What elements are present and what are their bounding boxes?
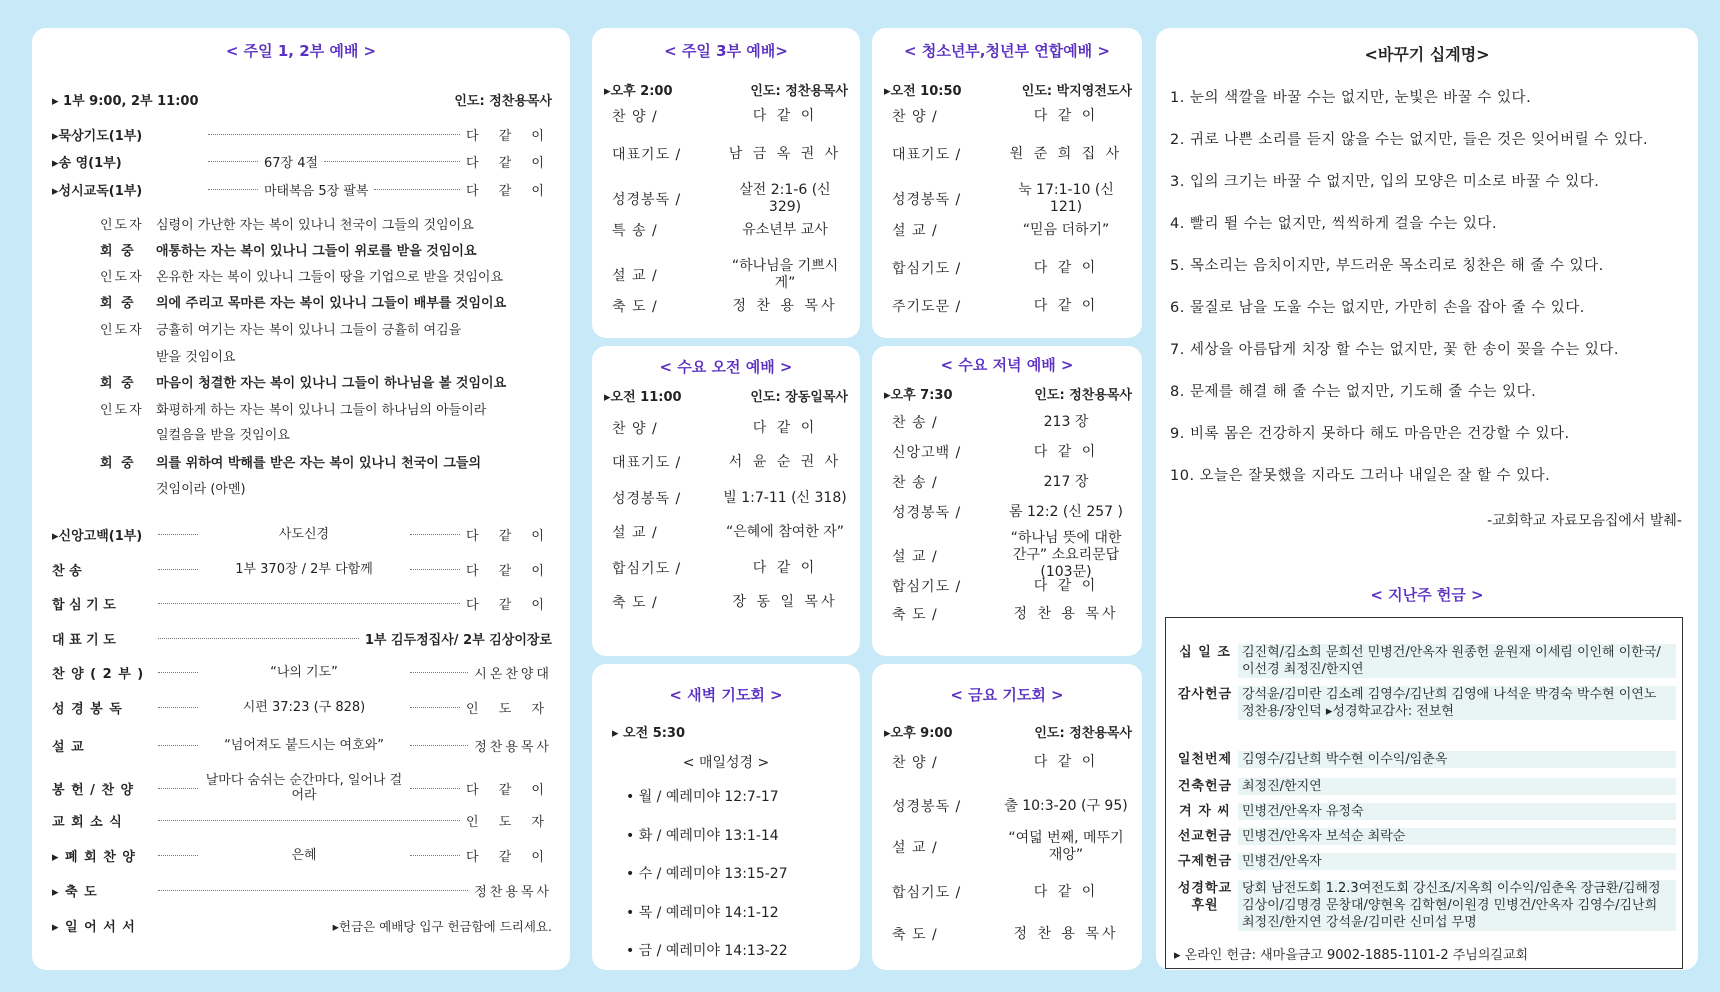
service-item: 축 도 /	[892, 927, 938, 943]
service-item: 특 송 /	[612, 223, 658, 239]
dotted-leader	[158, 855, 198, 856]
dotted-leader	[374, 189, 460, 190]
wed-am-time: ▸오전 11:00	[604, 390, 682, 405]
service-item: 찬 양 /	[892, 755, 938, 771]
wed-am-leader: 인도: 장동일목사	[750, 390, 848, 405]
service-row	[892, 144, 1130, 164]
order-label: 합 심 기 도	[52, 598, 116, 613]
service-item: 찬 송 /	[892, 415, 938, 431]
offering-category: 구제헌금	[1177, 854, 1233, 869]
ten-item: 7. 세상을 아름답게 치장 할 수는 없지만, 꽃 한 송이 꽂을 수는 있다.	[1170, 342, 1620, 358]
wed-am-title: < 수요 오전 예배 >	[659, 358, 793, 376]
order-content: 은혜	[291, 848, 317, 863]
service-value: 다 같 이	[752, 559, 818, 576]
service-row	[612, 452, 848, 472]
dotted-leader	[410, 855, 460, 856]
friday-leader: 인도: 정찬용목사	[1034, 726, 1132, 741]
wed-pm-leader: 인도: 정찬용목사	[1034, 388, 1132, 403]
sunday-12-order-row	[52, 125, 552, 144]
ten-item: 3. 입의 크기는 바꿀 수 없지만, 입의 모양은 미소로 바꿀 수 있다.	[1170, 174, 1600, 190]
service-value: 213 장	[1043, 413, 1089, 430]
sunday-12-title: < 주일 1, 2부 예배 >	[225, 42, 377, 60]
sunday-12-order-row	[52, 736, 552, 755]
dotted-leader	[410, 534, 460, 535]
order-performer: 다 같 이	[466, 529, 552, 544]
sunday-12-leader: 인도: 정찬용목사	[454, 94, 552, 109]
ten-item: 1. 눈의 색깔을 바꿀 수는 없지만, 눈빛은 바꿀 수 있다.	[1170, 90, 1532, 106]
sunday-3-title: < 주일 3부 예배>	[664, 42, 788, 60]
service-value: 남 금 옥 권 사	[728, 145, 842, 162]
service-row	[612, 558, 848, 578]
dawn-reading: • 금 / 예레미야 14:13-22	[626, 943, 788, 959]
friday-panel	[872, 664, 1142, 970]
order-label: ▸ 일 어 서 서	[52, 920, 136, 935]
service-row	[612, 488, 848, 508]
ten-source: -교회학교 자료모음집에서 발췌-	[1487, 513, 1682, 529]
offering-names: 당회 남전도회 1.2.3여전도회 강신조/지옥희 이수익/임춘옥 장금환/김해정 김상이/김명경 문창대/양현옥 김학현/이원경 민병건/안옥자 김영수/김난희 최정진/한지연 강석윤/김미란 신미섭 무명	[1238, 880, 1676, 931]
service-row	[892, 258, 1130, 278]
dawn-panel	[592, 664, 860, 970]
sunday-12-order-row	[52, 152, 552, 171]
offering-row	[1172, 644, 1676, 678]
offering-category: 십 일 조	[1179, 645, 1231, 660]
ten-item: 4. 빨리 뛸 수는 없지만, 씩씩하게 걸을 수는 있다.	[1170, 216, 1498, 232]
dawn-reading: • 목 / 예레미야 14:1-12	[626, 904, 779, 921]
service-item: 성경봉독 /	[892, 505, 962, 521]
order-content: “나의 기도”	[270, 665, 338, 680]
service-row	[892, 530, 1130, 581]
service-row	[612, 182, 848, 216]
sunday-12-order-row	[52, 663, 552, 682]
litany-speaker: 인도자	[100, 270, 144, 285]
dotted-leader	[158, 672, 198, 673]
litany-text: 의에 주리고 목마른 자는 복이 있나니 그들이 배부를 것임이요	[156, 296, 507, 311]
order-performer: 다 같 이	[466, 564, 552, 579]
sunday-3-leader: 인도: 정찬용목사	[750, 84, 848, 99]
litany-line	[100, 452, 481, 471]
litany-speaker: 인도자	[100, 323, 144, 338]
service-value: 살전 2:1-6 (신 329)	[739, 182, 831, 215]
dotted-leader	[410, 745, 468, 746]
litany-text: 긍휼히 여기는 자는 복이 있나니 그들이 긍휼히 여김을	[156, 323, 462, 338]
dotted-leader	[324, 161, 460, 162]
service-value: 정 찬 용 목사	[1013, 925, 1119, 942]
dawn-reading: • 월 / 예레미야 12:7-17	[626, 789, 779, 805]
ten-item: 10. 오늘은 잘못했을 지라도 그러나 내일은 잘 할 수 있다.	[1170, 468, 1551, 484]
dotted-leader	[158, 638, 359, 639]
order-performer: 다 같 이	[466, 156, 552, 171]
service-item: 주기도문 /	[892, 299, 962, 315]
service-item: 성경봉독 /	[892, 799, 962, 815]
service-item: 축 도 /	[892, 607, 938, 623]
wed-pm-panel	[872, 346, 1142, 656]
litany-line	[100, 399, 486, 418]
sunday-12-order-row	[52, 916, 552, 935]
sunday-12-order-row	[52, 180, 552, 199]
service-item: 찬 양 /	[892, 109, 938, 125]
dotted-leader	[158, 707, 198, 708]
litany-speaker: 인도자	[100, 403, 144, 418]
order-content: 사도신경	[278, 527, 330, 542]
offering-row	[1172, 778, 1676, 795]
offering-row	[1172, 880, 1676, 931]
order-content: 67장 4절	[264, 156, 319, 171]
litany-text: 온유한 자는 복이 있나니 그들이 땅을 기업으로 받을 것임이요	[156, 270, 504, 285]
wed-pm-time: ▸오후 7:30	[884, 388, 953, 403]
service-item: 합심기도 /	[612, 561, 682, 577]
sunday-12-order-row	[52, 811, 552, 830]
dawn-reading: • 수 / 예레미야 13:15-27	[626, 866, 788, 882]
service-item: 성경봉독 /	[892, 192, 962, 208]
dotted-leader	[410, 672, 468, 673]
order-performer: 1부 김두정집사/ 2부 김상이장로	[364, 633, 552, 648]
offering-category: 감사헌금	[1177, 687, 1233, 702]
sunday-12-order-row	[52, 773, 552, 803]
dotted-leader	[158, 820, 460, 821]
service-row	[892, 296, 1130, 316]
order-label: ▸신앙고백(1부)	[52, 529, 143, 544]
service-value: 다 같 이	[1033, 107, 1099, 124]
dotted-leader	[158, 603, 460, 604]
service-row	[892, 182, 1130, 216]
service-value: 롬 12:2 (신 257 )	[1009, 503, 1123, 520]
service-row	[612, 106, 848, 126]
youth-title: < 청소년부,청년부 연합예배 >	[904, 42, 1110, 60]
order-label: 성 경 봉 독	[52, 702, 123, 717]
ten-item: 6. 물질로 남을 도울 수는 없지만, 가만히 손을 잡아 줄 수 있다.	[1170, 300, 1585, 316]
offering-row	[1172, 853, 1676, 870]
youth-time-row	[884, 80, 1132, 99]
litany-speaker: 회 중	[100, 376, 136, 391]
service-item: 찬 양 /	[612, 421, 658, 437]
litany-line	[100, 424, 290, 443]
service-value: 장 동 일 목사	[732, 593, 838, 610]
service-value: 다 같 이	[1033, 883, 1099, 900]
service-row	[612, 592, 848, 612]
service-value: “여덟 번째, 메뚜기 재앙”	[1008, 830, 1124, 863]
dotted-leader	[158, 890, 468, 891]
service-row	[612, 220, 848, 240]
order-label: ▸ 폐 회 찬 양	[52, 850, 136, 865]
service-row	[612, 418, 848, 438]
order-label: ▸송 영(1부)	[52, 156, 122, 171]
sunday-12-time-row	[52, 90, 552, 109]
service-item: 합심기도 /	[892, 579, 962, 595]
service-value: 눅 17:1-10 (신 121)	[1018, 182, 1114, 215]
dotted-leader	[158, 745, 198, 746]
offering-title: < 지난주 헌금 >	[1370, 586, 1484, 604]
litany-text: 심령이 가난한 자는 복이 있나니 천국이 그들의 것임이요	[156, 218, 474, 233]
service-row	[892, 502, 1130, 522]
litany-line	[100, 319, 461, 338]
sunday-3-time-row	[604, 80, 848, 99]
service-value: 다 같 이	[752, 107, 818, 124]
offering-notice: ▸헌금은 예배당 입구 헌금함에 드리세요.	[332, 918, 552, 934]
dawn-reading: • 화 / 예레미야 13:1-14	[626, 827, 779, 844]
service-value: “은혜에 참여한 자”	[725, 523, 845, 540]
service-row	[892, 576, 1130, 596]
sunday-12-order-row	[52, 594, 552, 613]
order-content: “넘어져도 붙드시는 여호와”	[224, 738, 384, 753]
offering-row	[1172, 803, 1676, 820]
offering-names: 민병건/안옥자 유정숙	[1238, 803, 1676, 820]
service-value: 정 찬 용 목사	[1013, 605, 1119, 622]
offering-names: 강석윤/김미란 김소례 김영수/김난희 김영애 나석운 박경숙 박수현 이연노 정찬용/장인덕 ▸성경학교감사: 전보현	[1238, 686, 1676, 720]
service-value: 정 찬 용 목사	[732, 297, 838, 314]
order-performer: 정찬용목사	[474, 740, 552, 755]
service-row	[612, 258, 848, 292]
service-value: 다 같 이	[1033, 297, 1099, 314]
litany-line	[100, 240, 477, 259]
dawn-time: ▸ 오전 5:30	[612, 726, 686, 741]
service-row	[892, 106, 1130, 126]
offering-category: 겨 자 씨	[1179, 804, 1231, 819]
litany-line	[100, 292, 506, 311]
offering-row	[1172, 751, 1676, 768]
service-row	[892, 882, 1130, 902]
ten-item: 9. 비록 몸은 건강하지 못하다 해도 마음만은 건강할 수 있다.	[1170, 426, 1570, 442]
litany-text: 화평하게 하는 자는 복이 있나니 그들이 하나님의 아들이라	[156, 403, 487, 418]
order-performer: 다 같 이	[466, 129, 552, 144]
sunday-12-order-row	[52, 698, 552, 717]
service-row	[892, 472, 1130, 492]
sunday-12-order-row	[52, 525, 552, 544]
offering-names: 최정진/한지연	[1238, 778, 1676, 795]
friday-time-row	[884, 722, 1132, 741]
dotted-leader	[208, 161, 258, 162]
service-value: 다 같 이	[1033, 753, 1099, 770]
litany-speaker: 회 중	[100, 244, 136, 259]
sunday-3-panel	[592, 28, 860, 338]
service-item: 성경봉독 /	[612, 491, 682, 507]
sunday-12-order-row	[52, 560, 552, 579]
order-content: 1부 370장 / 2부 다함께	[235, 562, 373, 577]
service-item: 합심기도 /	[892, 261, 962, 277]
service-value: 217 장	[1043, 473, 1089, 490]
litany-line	[100, 266, 503, 285]
sunday-12-order-row	[52, 881, 552, 900]
youth-panel	[872, 28, 1142, 338]
service-row	[612, 296, 848, 316]
service-value: 다 같 이	[1033, 443, 1099, 460]
order-label: ▸성시교독(1부)	[52, 184, 143, 199]
sunday-12-order-row	[52, 629, 552, 648]
order-content: 시편 37:23 (구 828)	[242, 700, 366, 715]
ten-item: 8. 문제를 해결 해 줄 수는 없지만, 기도해 줄 수는 있다.	[1170, 384, 1537, 400]
service-value: 유소년부 교사	[742, 221, 828, 238]
service-row	[892, 604, 1130, 624]
service-row	[892, 442, 1130, 462]
service-item: 찬 송 /	[892, 475, 938, 491]
sunday-12-order-row	[52, 846, 552, 865]
dotted-leader	[208, 134, 460, 135]
order-performer: 다 같 이	[466, 598, 552, 613]
service-value: 빌 1:7-11 (신 318)	[723, 489, 847, 506]
service-value: 서 윤 순 권 사	[728, 453, 842, 470]
service-item: 대표기도 /	[612, 147, 682, 163]
friday-time: ▸오후 9:00	[884, 726, 953, 741]
order-performer: 인 도 자	[466, 815, 552, 830]
order-label: 교 회 소 식	[52, 815, 123, 830]
litany-text: 것임이라 (아멘)	[156, 482, 246, 497]
dotted-leader	[410, 707, 460, 708]
service-row	[892, 924, 1130, 944]
dotted-leader	[410, 569, 460, 570]
offering-category: 선교헌금	[1177, 829, 1233, 844]
service-value: 원 준 희 집 사	[1009, 145, 1123, 162]
dotted-leader	[208, 189, 258, 190]
dotted-leader	[410, 788, 460, 789]
service-item: 설 교 /	[892, 223, 938, 239]
litany-text: 애통하는 자는 복이 있나니 그들이 위로를 받을 것임이요	[156, 244, 477, 259]
order-label: 찬 양 ( 2 부 )	[52, 667, 145, 682]
litany-speaker: 인도자	[100, 218, 144, 233]
youth-leader: 인도: 박지영전도사	[1021, 84, 1132, 99]
sunday-12-time: ▸ 1부 9:00, 2부 11:00	[52, 94, 199, 109]
offering-names: 김영수/김난희 박수현 이수익/임춘옥	[1238, 751, 1676, 768]
order-content: 날마다 숨쉬는 순간마다, 일어나 걸어라	[205, 773, 403, 803]
litany-line	[100, 346, 235, 365]
order-performer: 시온찬양대	[474, 667, 552, 682]
order-performer: 다 같 이	[466, 184, 552, 199]
ten-item: 5. 목소리는 음치이지만, 부드러운 목소리로 칭찬은 해 줄 수 있다.	[1170, 258, 1604, 274]
litany-text: 일컬음을 받을 것임이요	[156, 428, 290, 443]
online-offering: ▸ 온라인 헌금: 새마을금고 9002-1885-1101-2 주님의길교회	[1174, 948, 1529, 963]
order-performer: 인 도 자	[466, 702, 552, 717]
offering-names: 김진혁/김소희 문희선 민병건/안옥자 원종헌 윤원재 이세림 이인해 이한국/이선경 최정진/한지연	[1238, 644, 1676, 678]
dotted-leader	[158, 788, 198, 789]
service-item: 합심기도 /	[892, 885, 962, 901]
service-value: 다 같 이	[1033, 577, 1099, 594]
dawn-title: < 새벽 기도회 >	[669, 686, 783, 704]
order-label: 설 교	[52, 740, 85, 755]
service-row	[892, 220, 1130, 240]
service-row	[612, 144, 848, 164]
service-row	[892, 830, 1130, 864]
litany-text: 의를 위하여 박해를 받은 자는 복이 있나니 천국이 그들의	[156, 456, 482, 471]
order-label: ▸묵상기도(1부)	[52, 129, 143, 144]
order-performer: 다 같 이	[466, 850, 552, 865]
litany-text: 받을 것임이요	[156, 350, 236, 365]
wed-pm-time-row	[884, 384, 1132, 403]
offering-category: 성경학교 후원	[1177, 881, 1233, 913]
order-performer: 다 같 이	[466, 782, 552, 798]
order-performer: 정찬용목사	[474, 885, 552, 900]
offering-names: 민병건/안옥자	[1238, 853, 1676, 870]
service-value: “하나님 뜻에 대한 간구” 소요리문답 (103문)	[1010, 530, 1122, 580]
offering-box	[1165, 617, 1683, 969]
offering-row	[1172, 828, 1676, 845]
service-item: 대표기도 /	[892, 147, 962, 163]
service-item: 축 도 /	[612, 299, 658, 315]
service-row	[612, 522, 848, 542]
litany-text: 마음이 청결한 자는 복이 있나니 그들이 하나님을 볼 것임이요	[156, 376, 507, 391]
wed-pm-title: < 수요 저녁 예배 >	[940, 356, 1074, 374]
service-item: 신앙고백 /	[892, 445, 962, 461]
service-value: “믿음 더하기”	[1022, 221, 1110, 238]
service-value: “하나님을 기쁘시게”	[731, 258, 839, 291]
litany-line	[100, 214, 474, 233]
service-row	[892, 796, 1130, 816]
dawn-sub: < 매일성경 >	[682, 755, 770, 771]
ten-item: 2. 귀로 나쁜 소리를 듣지 않을 수는 없지만, 들은 것은 잊어버릴 수 있다.	[1170, 132, 1649, 148]
order-label: 찬 송	[52, 564, 82, 579]
service-value: 다 같 이	[1033, 259, 1099, 276]
dotted-leader	[158, 534, 198, 535]
offering-names: 민병건/안옥자 보석순 최락순	[1238, 828, 1676, 845]
litany-speaker: 회 중	[100, 296, 136, 311]
service-item: 대표기도 /	[612, 455, 682, 471]
wed-am-panel	[592, 346, 860, 656]
youth-time: ▸오전 10:50	[884, 84, 962, 99]
service-item: 찬 양 /	[612, 109, 658, 125]
wed-am-time-row	[604, 386, 848, 405]
order-label: 봉 헌 / 찬 양	[52, 782, 135, 798]
service-row	[892, 412, 1130, 432]
service-value: 출 10:3-20 (구 95)	[1004, 797, 1128, 814]
offering-row	[1172, 686, 1676, 720]
service-item: 설 교 /	[892, 840, 938, 856]
order-label: 대 표 기 도	[52, 633, 116, 648]
service-item: 설 교 /	[892, 548, 938, 565]
sunday-12-panel	[32, 28, 570, 970]
order-label: ▸ 축 도	[52, 885, 98, 900]
litany-line	[100, 478, 246, 497]
service-item: 설 교 /	[612, 525, 658, 541]
offering-category: 건축헌금	[1177, 779, 1233, 794]
service-item: 성경봉독 /	[612, 192, 682, 208]
litany-speaker: 회 중	[100, 456, 136, 471]
ten-title: <바꾸기 십계명>	[1364, 45, 1490, 64]
service-row	[892, 752, 1130, 772]
dotted-leader	[158, 569, 198, 570]
service-value: 다 같 이	[752, 419, 818, 436]
service-item: 설 교 /	[612, 268, 658, 284]
litany-line	[100, 372, 506, 391]
offering-category: 일천번제	[1177, 752, 1233, 767]
order-content: 마태복음 5장 팔복	[264, 184, 369, 199]
sunday-3-time: ▸오후 2:00	[604, 84, 673, 99]
service-item: 축 도 /	[612, 595, 658, 611]
friday-title: < 금요 기도회 >	[950, 686, 1064, 704]
